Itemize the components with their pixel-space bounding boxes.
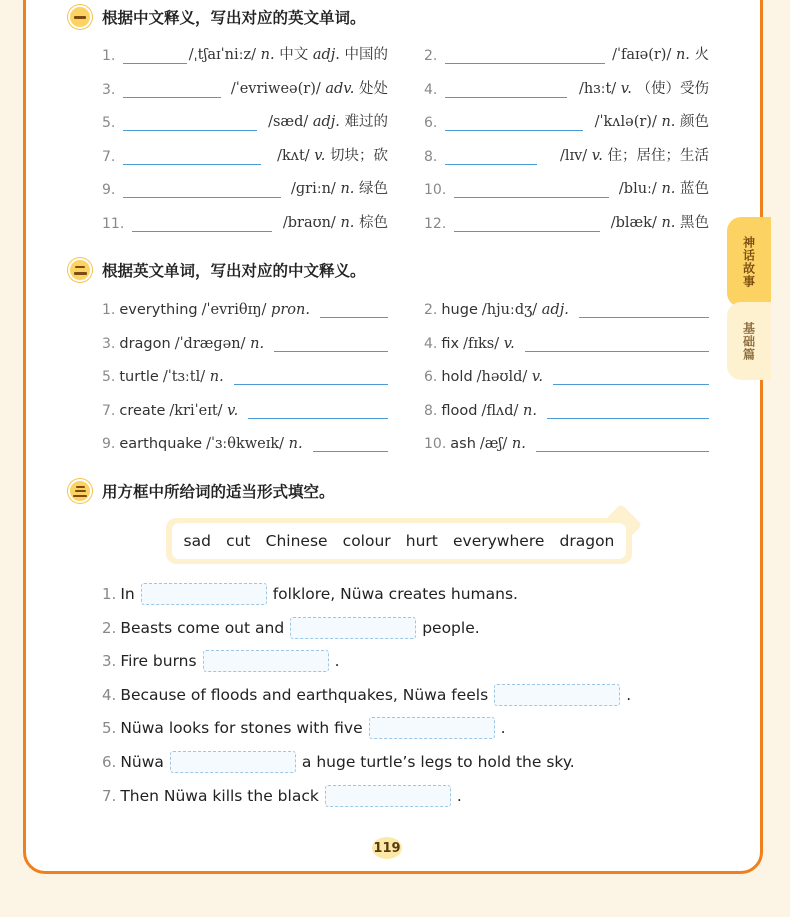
phonetic: /ˈkʌlə(r)/	[594, 114, 657, 131]
word-bank-word: Chinese	[265, 532, 328, 550]
section1-item	[424, 109, 709, 131]
sentence-end: .	[334, 652, 340, 671]
phonetic: /lɪv/	[559, 147, 588, 164]
sentence-start: Nüwa looks for stones with five	[120, 719, 363, 738]
item-number: 12.	[424, 216, 447, 232]
part-of-speech: v.	[531, 369, 543, 385]
item-number: 7.	[102, 786, 117, 805]
item-definition	[595, 110, 709, 131]
part-of-speech: n.	[661, 114, 676, 131]
section1-row	[102, 143, 709, 165]
section1-item	[102, 143, 388, 165]
answer-blank[interactable]	[123, 148, 261, 165]
section1-row	[102, 210, 709, 232]
fill-sentence	[102, 582, 518, 606]
answer-blank[interactable]	[123, 114, 257, 131]
section2-row	[102, 330, 709, 352]
phonetic: /ˈevriweə(r)/	[230, 80, 321, 97]
section2-row	[102, 430, 709, 452]
english-word: everything	[119, 302, 198, 318]
item-definition	[611, 211, 709, 232]
item-number: 3.	[102, 335, 116, 352]
meaning: 黑色	[680, 215, 709, 231]
sentence-end: people.	[422, 618, 480, 637]
item-number: 3.	[102, 81, 116, 98]
answer-blank[interactable]	[234, 368, 388, 385]
english-word: huge	[441, 302, 478, 318]
phonetic	[463, 336, 515, 352]
section1-heading	[68, 5, 366, 29]
item-number: 6.	[424, 115, 438, 132]
item-number: 3.	[102, 652, 117, 671]
section3-number-icon	[68, 479, 92, 503]
phonetic: /kʌt/	[277, 147, 310, 164]
phonetic: /ɡriːn/	[290, 181, 336, 198]
section1-row	[102, 76, 709, 98]
phonetic	[175, 336, 264, 352]
answer-blank[interactable]	[454, 215, 600, 232]
meaning: 切块；砍	[330, 147, 388, 164]
item-number: 9.	[102, 436, 116, 452]
item-number: 4.	[102, 685, 117, 704]
part-of-speech: v.	[503, 335, 515, 352]
part-of-speech: pron.	[271, 302, 310, 318]
section1-title: 根据中文释义，写出对应的英文单词。	[102, 9, 366, 27]
item-number: 7.	[102, 402, 116, 419]
meaning: 住；居住；生活	[607, 147, 709, 164]
part-of-speech: v.	[227, 402, 239, 419]
part-of-speech: n.	[661, 181, 676, 198]
item-definition	[277, 144, 388, 165]
section1-item	[102, 42, 388, 64]
part-of-speech: v.	[314, 147, 326, 164]
phonetic	[169, 403, 238, 419]
item-definition	[560, 144, 709, 165]
part-of-speech: adj.	[312, 114, 340, 131]
english-word: dragon	[119, 335, 171, 352]
fill-sentence	[102, 750, 575, 774]
answer-blank[interactable]	[553, 368, 709, 385]
english-word: create	[119, 402, 166, 419]
section1-item	[424, 210, 709, 232]
meaning: 中文	[279, 47, 309, 63]
answer-blank[interactable]	[525, 335, 709, 352]
word-bank-word: sad	[183, 532, 211, 550]
phonetic-text: /həʊld/	[476, 369, 528, 385]
english-word: turtle	[119, 369, 159, 385]
sentence-start: Fire burns	[120, 652, 197, 671]
part-of-speech: v.	[591, 147, 603, 164]
section3-heading	[68, 479, 335, 503]
answer-blank[interactable]	[248, 402, 388, 419]
item-definition	[619, 177, 709, 198]
section1-item	[102, 109, 388, 131]
answer-blank[interactable]	[454, 181, 609, 198]
answer-box[interactable]	[203, 650, 329, 672]
side-tab-basics[interactable]: 基础篇	[727, 302, 771, 380]
item-number: 6.	[102, 753, 117, 771]
phonetic: /ˈfaɪə(r)/	[612, 47, 672, 63]
answer-blank[interactable]	[274, 335, 388, 352]
part-of-speech: v.	[620, 80, 632, 97]
item-definition	[189, 43, 388, 64]
part-of-speech-2: adj.	[312, 47, 340, 63]
word-bank	[166, 518, 632, 564]
item-number: 5.	[102, 369, 116, 385]
item-number: 2.	[424, 302, 438, 318]
part-of-speech: n.	[661, 215, 676, 231]
item-definition	[612, 43, 709, 64]
part-of-speech: adv.	[325, 80, 355, 97]
phonetic	[481, 403, 536, 419]
phonetic: /hɜːt/	[578, 80, 617, 97]
section2-title: 根据英文单词，写出对应的中文释义。	[102, 262, 366, 280]
item-definition	[579, 77, 709, 98]
section2-row	[102, 296, 709, 318]
part-of-speech: n.	[250, 335, 265, 352]
part-of-speech: n.	[209, 369, 224, 385]
english-word: earthquake	[119, 436, 203, 452]
item-number: 5.	[102, 719, 117, 738]
section2-item	[424, 430, 709, 452]
part-of-speech: n.	[511, 436, 526, 452]
item-number: 1.	[102, 48, 116, 64]
item-definition	[291, 177, 388, 198]
part-of-speech: n.	[340, 215, 355, 231]
item-definition	[231, 77, 388, 98]
part-of-speech: n.	[340, 181, 355, 198]
phonetic-text: /ˈɜːθkweɪk/	[206, 436, 285, 452]
fill-sentence	[102, 683, 631, 707]
sentence-end: .	[626, 685, 632, 704]
section2-item	[424, 363, 709, 385]
phonetic	[482, 302, 569, 318]
section1-item	[102, 210, 388, 232]
answer-blank[interactable]	[445, 148, 537, 165]
answer-box[interactable]	[369, 717, 495, 739]
phonetic-text: /flʌd/	[481, 402, 519, 419]
item-number: 9.	[102, 182, 116, 199]
part-of-speech: n.	[260, 47, 275, 63]
word-bank-word: everywhere	[453, 532, 545, 550]
meaning: 处处	[359, 80, 388, 97]
phonetic	[477, 369, 543, 385]
answer-blank[interactable]	[536, 435, 709, 452]
meaning: 火	[694, 47, 709, 63]
sentence-start: Then Nüwa kills the black	[120, 786, 319, 805]
sentence-end: a huge turtle’s legs to hold the sky.	[301, 753, 575, 771]
english-word: fix	[441, 335, 460, 352]
phonetic-text: /hjuːdʒ/	[481, 302, 538, 318]
meaning: （使）受伤	[636, 80, 709, 97]
english-word: hold	[441, 369, 473, 385]
phonetic	[163, 369, 224, 385]
answer-blank[interactable]	[445, 114, 583, 131]
answer-blank[interactable]	[547, 402, 709, 419]
section1-item	[424, 42, 709, 64]
word-bank-word: hurt	[405, 532, 438, 550]
side-tab-myths[interactable]: 神话故事	[727, 217, 771, 307]
section2-item	[102, 296, 388, 318]
page-number: 119	[372, 837, 402, 859]
sentence-end: .	[500, 719, 506, 738]
word-bank-word: dragon	[559, 532, 615, 550]
answer-blank[interactable]	[320, 301, 388, 318]
answer-blank[interactable]	[123, 47, 187, 64]
answer-blank[interactable]	[123, 181, 281, 198]
answer-box[interactable]	[290, 617, 416, 639]
phonetic-text: /æʃ/	[479, 436, 508, 452]
answer-blank[interactable]	[132, 215, 272, 232]
item-number: 8.	[424, 402, 438, 419]
item-number: 2.	[102, 618, 117, 637]
phonetic: /ˌtʃaɪˈniːz/	[188, 47, 257, 63]
part-of-speech: n.	[522, 402, 537, 419]
section1-item	[102, 176, 388, 198]
section1-item	[102, 76, 388, 98]
sentence-start: Nüwa	[120, 753, 164, 771]
item-definition	[283, 211, 388, 232]
english-word: ash	[450, 436, 476, 452]
fill-sentence	[102, 649, 340, 673]
part-of-speech: n.	[288, 436, 303, 452]
word-bank-word: cut	[226, 532, 251, 550]
item-number: 1.	[102, 585, 117, 603]
sentence-end: .	[456, 786, 462, 805]
section1-item	[424, 143, 709, 165]
section1-number-icon	[68, 5, 92, 29]
section2-number-icon	[68, 258, 92, 282]
meaning-2: 中国的	[344, 47, 388, 63]
phonetic: /braʊn/	[282, 215, 336, 231]
item-number: 10.	[424, 436, 447, 452]
english-word: flood	[441, 402, 478, 419]
section1-row	[102, 42, 709, 64]
part-of-speech: n.	[675, 47, 690, 63]
fill-sentence	[102, 716, 506, 740]
section1-row	[102, 109, 709, 131]
section1-row	[102, 176, 709, 198]
answer-box[interactable]	[494, 684, 620, 706]
section1-item	[424, 76, 709, 98]
phonetic-text: /ˈevriθɪŋ/	[201, 302, 267, 318]
answer-box[interactable]	[170, 751, 296, 773]
answer-blank[interactable]	[445, 47, 605, 64]
meaning: 绿色	[359, 181, 388, 198]
answer-box[interactable]	[325, 785, 451, 807]
phonetic	[202, 302, 310, 318]
item-number: 4.	[424, 81, 438, 98]
section2-row	[102, 397, 709, 419]
sentence-start: Beasts come out and	[120, 618, 285, 637]
answer-blank[interactable]	[579, 301, 709, 318]
section2-row	[102, 363, 709, 385]
section2-item	[102, 363, 388, 385]
phonetic: /bluː/	[618, 181, 657, 198]
answer-box[interactable]	[141, 583, 267, 605]
section2-item	[102, 430, 388, 452]
sentence-start: In	[120, 585, 135, 603]
section2-item	[424, 296, 709, 318]
section3-title: 用方框中所给词的适当形式填空。	[102, 483, 335, 501]
section2-item	[424, 397, 709, 419]
meaning: 棕色	[359, 215, 388, 231]
answer-blank[interactable]	[123, 81, 221, 98]
item-number: 8.	[424, 148, 438, 165]
meaning: 蓝色	[680, 181, 709, 198]
meaning: 颜色	[680, 114, 709, 131]
item-definition	[268, 110, 388, 131]
section2-heading	[68, 258, 366, 282]
sentence-end: folklore, Nüwa creates humans.	[272, 585, 518, 603]
item-number: 6.	[424, 369, 438, 385]
item-number: 5.	[102, 115, 116, 132]
part-of-speech: adj.	[541, 302, 569, 318]
sentence-start: Because of floods and earthquakes, Nüwa feels	[120, 685, 489, 704]
phonetic-text: /kriˈeɪt/	[169, 402, 223, 419]
item-number: 7.	[102, 148, 116, 165]
answer-blank[interactable]	[313, 435, 388, 452]
section2-item	[102, 397, 388, 419]
phonetic-text: /ˈdræɡən/	[174, 335, 246, 352]
section2-item	[102, 330, 388, 352]
meaning: 难过的	[344, 114, 388, 131]
item-number: 1.	[102, 302, 116, 318]
section2-item	[424, 330, 709, 352]
section1-item	[424, 176, 709, 198]
phonetic-text: /ˈtɜːtl/	[162, 369, 206, 385]
phonetic: /sæd/	[268, 114, 309, 131]
fill-sentence	[102, 784, 462, 808]
item-number: 10.	[424, 182, 447, 199]
answer-blank[interactable]	[445, 81, 567, 98]
item-number: 4.	[424, 335, 438, 352]
word-bank-word: colour	[342, 532, 391, 550]
phonetic	[480, 436, 526, 452]
phonetic	[206, 436, 303, 452]
fill-sentence	[102, 616, 480, 640]
phonetic-text: /fɪks/	[463, 335, 500, 352]
phonetic: /blæk/	[610, 215, 657, 231]
item-number: 11.	[102, 216, 125, 232]
item-number: 2.	[424, 48, 438, 64]
